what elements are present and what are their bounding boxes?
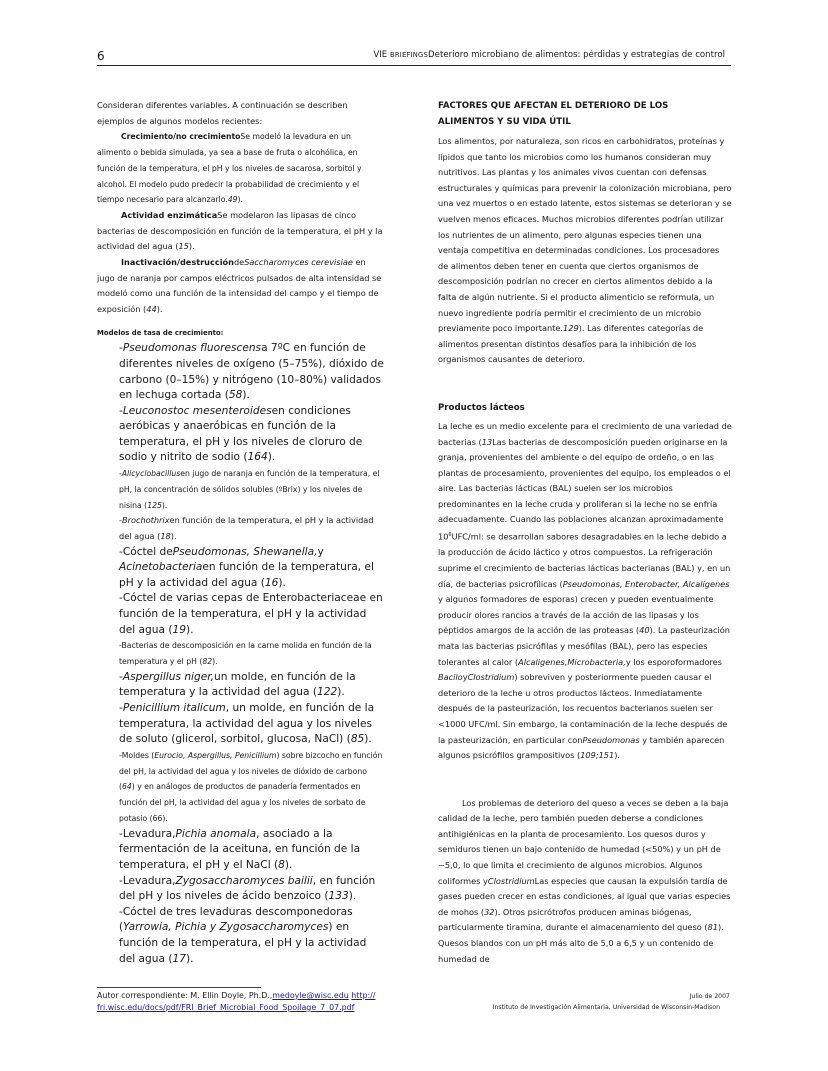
header-rule	[97, 65, 731, 66]
citation-tail: ).	[170, 531, 177, 542]
organism-name: Pichia anomala	[175, 827, 257, 840]
model-text: de	[233, 256, 245, 267]
footer-date: Julio de 2007	[689, 993, 730, 1000]
item-text: en condiciones aeróbicas y anaeróbicas en función de la temperatura, el pH y los niveles de cloruro de sodio y nitrito de sodio (	[119, 404, 363, 464]
organism-name: Leuconostoc mesenteroides	[122, 404, 272, 417]
growth-model-item	[97, 827, 385, 874]
model-title: Actividad enzimática	[121, 210, 218, 221]
citation: 125	[147, 500, 162, 510]
item-text: , en función del pH y los niveles de ácido benzoico (	[119, 874, 376, 903]
citation-tail: ).	[212, 657, 218, 667]
growth-model-item	[97, 874, 385, 905]
model-enzyme	[97, 208, 385, 255]
growth-model-item	[97, 341, 385, 403]
organism-name: Bacilo	[438, 672, 463, 683]
citation-tail: ).	[185, 623, 194, 636]
paragraph-text: UFC/ml: se desarrollan sabores desagradables en la leche debido a la producción de ácido láctico y otros compuestos. La refrigeración suprime el crecimiento de bacterias lácticas bacterianas (BAL) y, en un día, de bacterias psicrofílicas (	[438, 531, 731, 589]
citation: 64	[122, 782, 132, 792]
paragraph-text: ) sobreviven y posteriormente pueden causar el deterioro de la leche u otros productos lácteos. Inmediatamente después de la pasteurización, los recuentos bacterianos suelen ser <1000 UFC/ml. Sin embargo, la contaminación de la leche después de la pasteurización, en particular con	[438, 672, 728, 745]
item-text: , asociado a la fermentación de la aceituna, en función de la temperatura, el pH y el NaCl (	[119, 827, 361, 871]
organism-name: Pseudomonas, Shewanella,	[172, 545, 318, 558]
citation: 8	[278, 858, 285, 871]
citation-tail: ).	[278, 576, 286, 589]
paragraph-text: La leche es un medio excelente para el crecimiento de una variedad de bacterias (	[438, 420, 732, 447]
citation: 133	[328, 890, 349, 903]
item-text: -Cóctel de varias cepas de Enterobacteriaceae en función de la temperatura, el pH y la actividad del agua (	[119, 592, 383, 636]
organism-name: Brochothrix	[121, 515, 170, 526]
item-text: y	[317, 545, 324, 558]
model-text: en jugo de naranja por campos eléctricos pulsados de alta intensidad se modeló como una función de la intensidad del campo y el tiempo de exposición (	[97, 256, 382, 314]
header-title: Deterioro microbiano de alimentos: pérdidas y estrategias de control	[428, 50, 725, 60]
item-text: -Levadura,	[119, 827, 176, 840]
cheese-paragraph	[438, 796, 732, 968]
organism-name: Penicillium italicum	[122, 702, 226, 714]
paragraph-text: ). Quesos blandos con un pH más alto de 5,0 a 6,5 y un contenido de humedad de	[438, 922, 724, 964]
citation: 109;151	[580, 750, 615, 761]
item-text: -	[119, 404, 123, 417]
growth-model-item	[97, 701, 385, 748]
citation: 17	[172, 952, 186, 965]
citation: 85	[350, 733, 365, 746]
series-name: BRIEFINGS	[389, 51, 429, 59]
item-text: -	[119, 702, 123, 714]
growth-model-item	[97, 545, 385, 592]
intro-paragraph: Consideran diferentes variables. A continuación se describen ejemplos de algunos modelos recientes:	[97, 100, 348, 126]
citation-tail: ).	[185, 952, 194, 965]
citation-tail: ).	[284, 858, 293, 871]
citation-tail: ).	[156, 303, 163, 314]
item-text: -	[119, 469, 122, 479]
item-text: -Cóctel de tres levaduras descomponedoras (	[119, 905, 353, 934]
model-growth-nogrowth	[97, 129, 385, 208]
running-header	[373, 50, 725, 60]
citation: 44	[146, 303, 157, 314]
growth-model-list	[97, 341, 385, 967]
superscript: 6	[448, 532, 452, 539]
paragraph-text: Los alimentos, por naturaleza, son ricos en carbohidratos, proteínas y lípidos que tanto los microbios como los humanos consideran muy nutritivos. Las plantas y los animales vivos cuentan con defensas estructurales y químicas para prevenir la colonización microbiana, pero una vez muertos o en estado latente, estos sistemas se deterioran y se vuelven menos eficaces. Muchos microbios diferentes podrían utilizar los nutrientes de un alimento, pero algunas especies tienen una ventaja competitiva en determinadas condiciones. Los procesadores de alimentos deben tener en cuenta que ciertos organismos de descomposición podrían no crecer en ciertos alimentos debido a la falta de algún nutriente. Si el producto alimenticio se reformula, un nuevo ingrediente podría permitir el crecimiento de un microbio previamente poco importante.	[438, 136, 732, 334]
organism-name: Eurocio, Aspergillus, Penicillium	[154, 750, 277, 760]
item-text: un molde, en función de la temperatura y la actividad del agua (	[119, 670, 356, 699]
growth-model-item	[97, 591, 385, 638]
organism-name: Zygosaccharomyces bailii	[175, 874, 313, 887]
citation: 82	[202, 657, 213, 667]
growth-model-item	[97, 670, 385, 701]
citation-tail: ).	[237, 195, 243, 205]
organism-name: Pseudomonas	[582, 734, 640, 745]
citation: 13	[481, 436, 493, 447]
model-text: Se modeló la levadura en un alimento o bebida simulada, ya sea a base de fruta o alcohólica, en función de la temperatura, el pH y los niveles de sacarosa, sorbitol y alcohol. El modelo pudo predecir la probabilidad de crecimiento y el tiempo necesario para alcanzarlo.	[97, 132, 362, 205]
item-text: -	[119, 670, 123, 683]
page-number: 6	[97, 49, 105, 63]
organism-name: Acinetobacteria	[119, 561, 203, 574]
organism-name: Pseudomonas, Enterobacter, Alcaligenes	[562, 578, 730, 589]
organism-name: Alicyclobacillus	[121, 469, 181, 479]
growth-model-item	[97, 513, 385, 544]
item-text: -Levadura,	[119, 874, 176, 887]
footer-rule	[97, 987, 261, 988]
organism-name: Yarrowia, Pichia y Zygosaccharomyces	[123, 921, 329, 934]
paragraph-text: ). Otros psicrótrofos producen aminas biógenas, particularmente tiramina, durante el almacenamiento del queso (	[438, 906, 708, 933]
item-text: -	[119, 515, 122, 526]
paragraph-text: y algunos formadores de esporas) crecen y pueden eventualmente producir olores rancios a través de la acción de las lipasas y los péptidos amargos de la acción de las proteasas (	[438, 594, 714, 636]
organism-name: Alcaligenes,Microbacteria,	[518, 656, 626, 667]
organism-name: Saccharomyces cerevisiae	[244, 256, 353, 267]
email-link[interactable]: medoyle@wisc.edu	[272, 991, 349, 1000]
model-title: Crecimiento/no crecimiento	[121, 132, 241, 142]
factors-paragraph	[438, 134, 732, 368]
citation: 122	[317, 686, 338, 699]
pdf-link[interactable]: http:// fri.wisc.edu/docs/pdf/FRI_Brief_Microbial_Food_Spoilage_7_07.pdf	[97, 991, 376, 1012]
citation: 58	[228, 389, 243, 402]
citation-tail: ).	[242, 389, 250, 402]
footer-author	[97, 990, 417, 1014]
citation-tail: ).	[188, 241, 195, 252]
item-text: -Bacterias de descomposición en la carne molida en función de la temperatura y el pH (	[119, 641, 372, 667]
paragraph-text: Las bacterias de descomposición pueden originarse en la granja, provenientes del ambiente o del equipo de ordeño, o en las plantas de procesamiento, provenientes del equipo, los empleados o el aire. Las bacterias lácticas (BAL) suelen ser los microbios predominantes en la leche cruda y proliferan si la leche no se enfría adecuadamente. Cuando las poblaciones alcanzan aproximadamente 10	[438, 436, 731, 542]
paragraph-text: ).	[614, 750, 621, 761]
item-text: ) sobre bizcocho en función del pH, la actividad del agua y los niveles de dióxido de carbono (	[119, 750, 383, 792]
paragraph-text: y también aparecen algunos psicrófilos grampositivos (	[438, 734, 725, 761]
series-prefix: VIE	[373, 50, 390, 60]
organism-name: Clostridium	[487, 875, 535, 886]
right-column	[438, 98, 732, 967]
citation: 32	[484, 906, 495, 917]
model-inactivation	[97, 255, 385, 317]
model-title: Inactivación/destrucción	[121, 256, 234, 267]
item-text: en función de la temperatura, el pH y la actividad del agua (	[119, 561, 374, 589]
citation: 81	[707, 922, 718, 933]
item-text: , un molde, en función de la temperatura, la actividad del agua y los niveles de soluto (glicerol, sorbitol, glucosa, NaCl) (	[119, 702, 375, 746]
citation-tail: ).	[337, 686, 345, 699]
organism-name: Pseudomonas fluorescens	[122, 342, 262, 355]
item-text: a 7ºC en función de diferentes niveles de oxígeno (5–75%), dióxido de carbono (0–15%) y nitrógeno (10–80%) validados en lechuga cortada (	[119, 342, 384, 402]
dairy-paragraph	[438, 419, 732, 764]
citation: 16	[264, 576, 279, 589]
citation-tail: ) y en análogos de productos de panadería fermentados en función del pH, la actividad del agua y los niveles de sorbato de potasio (66).	[119, 782, 366, 823]
item-text: ) en función de la temperatura, el pH y la actividad del agua (	[119, 921, 367, 965]
paragraph-text: Los problemas de deterioro del queso a veces se deben a la baja calidad de la leche, pero también pueden deberse a condiciones antihigiénicas en la planta de procesamiento. Los quesos duros y semiduros tienen un bajo contenido de humedad (<50%) y un pH de ~5,0, lo que limita el crecimiento de algunos microbios. Algunos coliformes y	[438, 797, 729, 886]
item-text: -Cóctel de	[119, 545, 173, 558]
organism-name: Clostridium	[467, 672, 515, 683]
citation: 40	[639, 625, 650, 636]
item-text: -Moldes (	[119, 750, 155, 760]
organism-name: Aspergillus niger,	[122, 670, 214, 683]
model-text: Se modelaron las lipasas de cinco bacterias de descomposición en función de la temperatura, el pH y la actividad del agua (	[97, 210, 383, 252]
citation-tail: ).	[348, 890, 357, 903]
section-heading: FACTORES QUE AFECTAN EL DETERIORO DE LOS ALIMENTOS Y SU VIDA ÚTIL	[438, 101, 669, 127]
citation: 49	[227, 195, 238, 205]
paragraph-text: ). Las diferentes categorías de alimentos presentan distintos desafíos para la inhibición de los organismos causantes de deterioro.	[438, 323, 704, 365]
growth-model-item	[97, 748, 385, 827]
left-column	[97, 98, 385, 967]
citation: 18	[160, 531, 171, 542]
item-text: en función de la temperatura, el pH y la actividad del agua (	[119, 515, 374, 542]
paragraph-text: y	[462, 672, 468, 683]
item-text: -	[119, 342, 123, 355]
growth-model-item	[97, 905, 385, 967]
citation-tail: ).	[161, 500, 168, 510]
growth-model-item	[97, 466, 385, 513]
footer-institute: Instituto de Investigación Alimentaria, Universidad de Wisconsin-Madison	[492, 1004, 720, 1011]
citation: 129	[563, 323, 579, 334]
item-text: en jugo de naranja en función de la temperatura, el pH, la concentración de sólidos solubles (ºBrix) y los niveles de nisina (	[119, 469, 380, 510]
growth-model-item	[97, 404, 385, 466]
dairy-heading: Productos lácteos	[438, 402, 525, 413]
citation-tail: ).	[364, 733, 372, 746]
paragraph-text: ). La pasteurización mata las bacterias psicrófilas y mesófilas (BAL), pero las especies tolerantes al calor (	[438, 625, 730, 667]
citation: 19	[172, 623, 186, 636]
citation-tail: ).	[267, 451, 276, 464]
citation: 15	[178, 241, 189, 252]
author-text: Autor correspondiente: M. Ellin Doyle, Ph.D.,	[97, 991, 273, 1000]
growth-model-item	[97, 638, 385, 670]
paragraph-text: Las especies que causan la expulsión tardía de gases pueden crecer en estas condiciones, al igual que varias especies de mohos (	[438, 875, 731, 917]
citation: 164	[247, 451, 268, 464]
paragraph-text: y los esporoformadores	[625, 656, 722, 667]
growth-models-heading: Modelos de tasa de crecimiento:	[97, 329, 224, 338]
